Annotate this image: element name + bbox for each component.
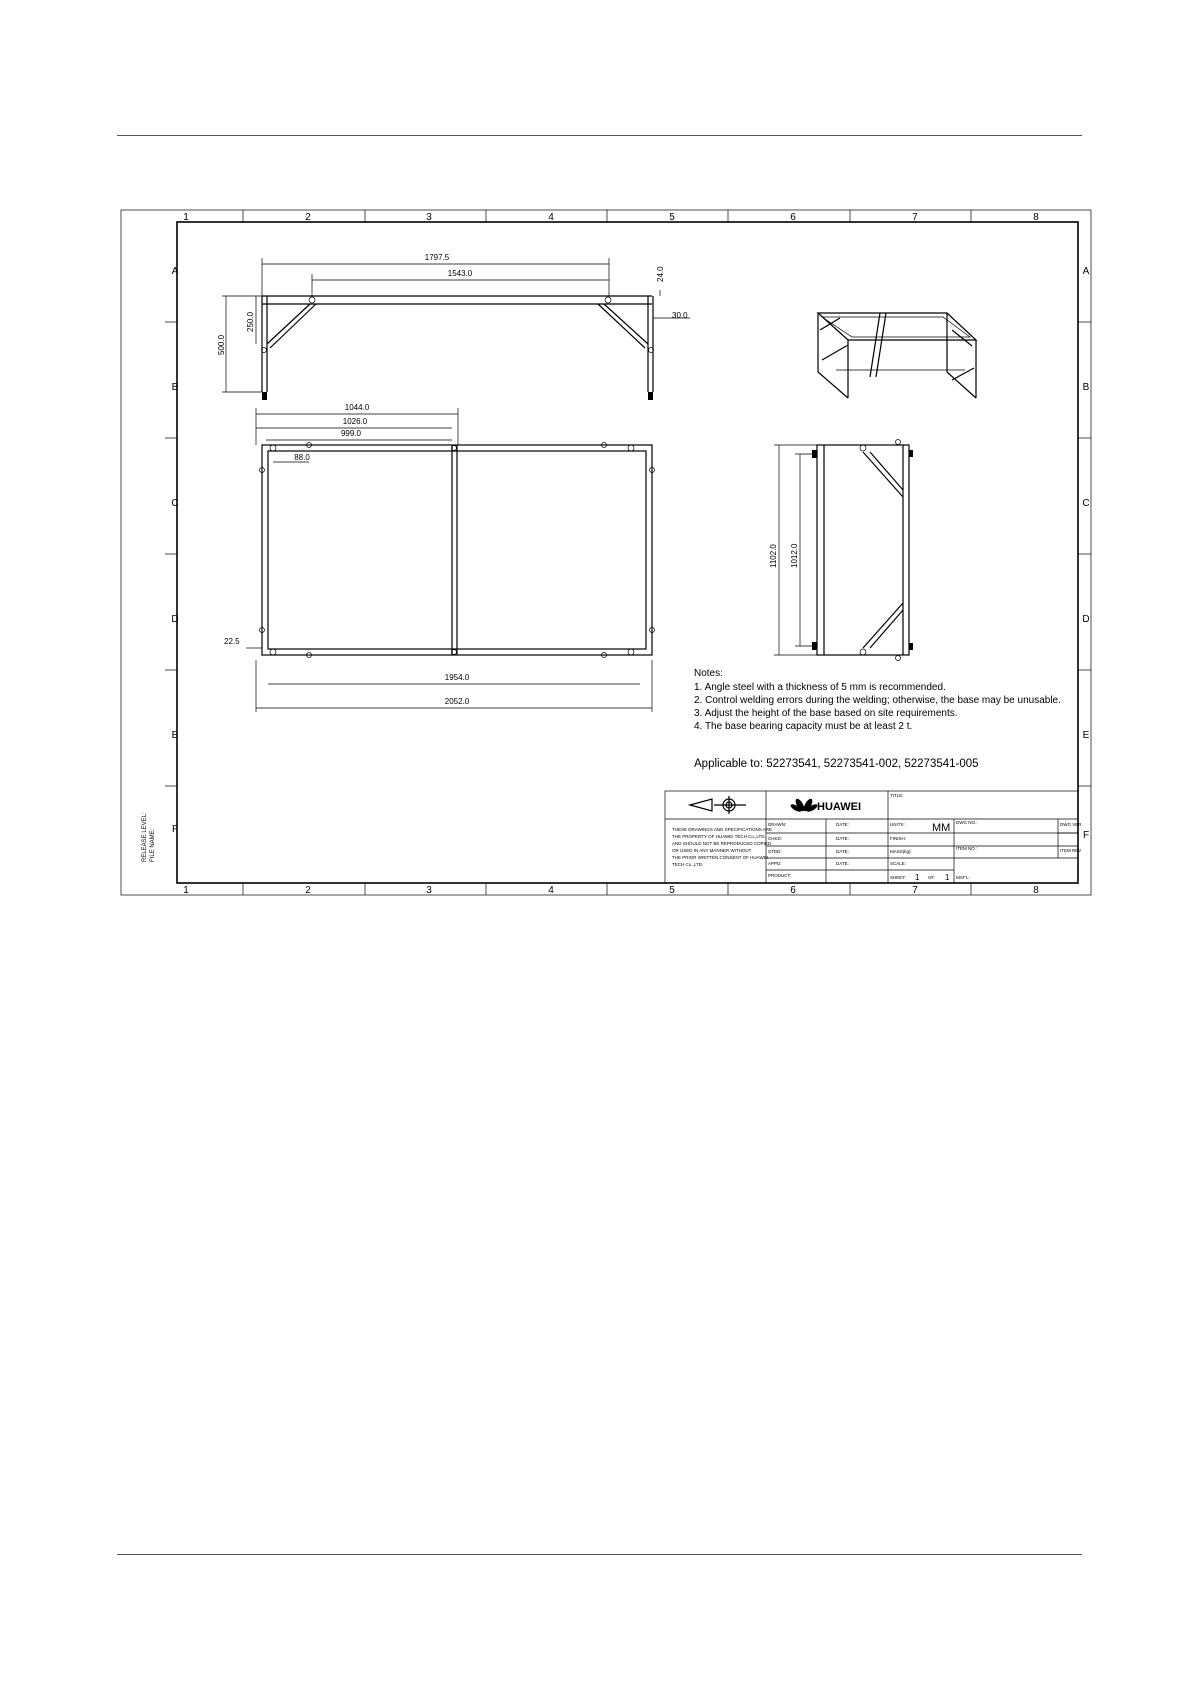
property-line-1: THESE DRAWINGS AND SPECIFICATIONS ARE bbox=[672, 827, 773, 832]
plan-view-dims bbox=[224, 403, 470, 706]
property-line-5: THE PRIOR WRITTEN CONSENT OF HUAWEI bbox=[672, 855, 769, 860]
zone-col-5-top: 5 bbox=[669, 212, 675, 223]
title-label: TITLE: bbox=[890, 793, 904, 798]
dwg-ver-label: DWG VER bbox=[1060, 822, 1082, 827]
zone-row-a-right: A bbox=[1082, 266, 1090, 277]
dim-250: 250.0 bbox=[246, 311, 255, 332]
inner-frame bbox=[177, 222, 1078, 883]
zone-col-8-bottom: 8 bbox=[1033, 885, 1039, 896]
stdd-label: STDD: bbox=[768, 849, 782, 854]
dim-500: 500.0 bbox=[217, 334, 226, 355]
zone-row-f-right: F bbox=[1082, 830, 1090, 841]
units-label: UNITS: bbox=[890, 822, 905, 827]
zone-row-c-left: C bbox=[171, 498, 179, 509]
dim-1012: 1012.0 bbox=[790, 543, 799, 568]
dwg-no-label: DWG NO.: bbox=[956, 820, 978, 825]
zone-col-2-bottom: 2 bbox=[305, 885, 311, 896]
drawn-label: DRAWN: bbox=[768, 822, 787, 827]
dim-88: 88.0 bbox=[294, 453, 310, 462]
huawei-wordmark: HUAWEI bbox=[817, 801, 861, 813]
zone-labels bbox=[171, 212, 1089, 896]
zone-row-c-right: C bbox=[1082, 498, 1090, 509]
zone-col-4-top: 4 bbox=[548, 212, 554, 223]
date-label-1: DATE: bbox=[836, 822, 849, 827]
zone-row-b-left: B bbox=[171, 382, 179, 393]
finish-label: FINISH: bbox=[890, 836, 907, 841]
notes-block bbox=[694, 668, 1061, 770]
mass-label: MASS(kg): bbox=[890, 849, 912, 854]
appd-label: APPD: bbox=[768, 861, 782, 866]
dim-24: 24.0 bbox=[656, 266, 665, 282]
zone-row-a-left: A bbox=[171, 266, 179, 277]
zone-row-d-left: D bbox=[171, 614, 179, 625]
zone-col-1-top: 1 bbox=[183, 212, 189, 223]
product-label: PRODUCT: bbox=[768, 873, 792, 878]
zone-row-d-right: D bbox=[1082, 614, 1090, 625]
date-label-2: DATE: bbox=[836, 836, 849, 841]
zone-col-4-bottom: 4 bbox=[548, 885, 554, 896]
dim-1797-5: 1797.5 bbox=[424, 253, 450, 262]
property-line-2: THE PROPERTY OF HUAWEI TECH Co.,LTD. bbox=[672, 834, 766, 839]
release-level-label: RELEASE LEVEL: bbox=[142, 812, 148, 862]
units-value: MM bbox=[932, 822, 951, 834]
note-1: 1. Angle steel with a thickness of 5 mm is recommended. bbox=[694, 682, 946, 693]
zone-row-f-left: F bbox=[171, 824, 179, 835]
zone-col-3-bottom: 3 bbox=[426, 885, 432, 896]
dim-2052: 2052.0 bbox=[444, 697, 470, 706]
item-rev-label: ITEM REV bbox=[1060, 848, 1082, 853]
zone-col-6-top: 6 bbox=[790, 212, 796, 223]
zone-col-7-bottom: 7 bbox=[912, 885, 918, 896]
date-label-4: DATE: bbox=[836, 861, 849, 866]
property-line-6: TECH Co.,LTD. bbox=[672, 862, 704, 867]
note-4: 4. The base bearing capacity must be at least 2 t. bbox=[694, 721, 913, 732]
chkd-label: CHKD: bbox=[768, 836, 783, 841]
zone-row-e-right: E bbox=[1082, 730, 1090, 741]
zone-col-7-top: 7 bbox=[912, 212, 918, 223]
dim-1102: 1102.0 bbox=[769, 544, 778, 568]
note-3: 3. Adjust the height of the base based on site requirements. bbox=[694, 708, 958, 719]
zone-col-6-bottom: 6 bbox=[790, 885, 796, 896]
huawei-logo-icon bbox=[790, 797, 819, 813]
zone-col-2-top: 2 bbox=[305, 212, 311, 223]
sheet-of: OF bbox=[928, 875, 935, 880]
dim-999: 999.0 bbox=[340, 429, 362, 438]
applicable-to: Applicable to: 52273541, 52273541-002, 52273541-005 bbox=[694, 758, 979, 770]
front-elevation-view bbox=[222, 258, 690, 400]
file-name-label: FILE NAME: bbox=[150, 828, 156, 862]
zone-ticks bbox=[165, 210, 1091, 895]
material-label: MAT'L: bbox=[956, 875, 970, 880]
dim-1954: 1954.0 bbox=[444, 673, 470, 682]
scale-label: SCALE: bbox=[890, 861, 907, 866]
sheet-label: SHEET: bbox=[890, 875, 906, 880]
item-no-label: ITEM NO.: bbox=[956, 846, 978, 851]
projection-symbol-icon bbox=[690, 796, 746, 814]
date-label-3: DATE: bbox=[836, 849, 849, 854]
dim-22-5: 22.5 bbox=[224, 637, 240, 646]
note-2: 2. Control welding errors during the welding; otherwise, the base may be unusable. bbox=[694, 695, 1061, 706]
zone-col-1-bottom: 1 bbox=[183, 885, 189, 896]
notes-heading: Notes: bbox=[694, 668, 723, 679]
dim-1543: 1543.0 bbox=[447, 269, 473, 278]
zone-row-e-left: E bbox=[171, 730, 179, 741]
sheet-number: 1 bbox=[915, 873, 920, 882]
dim-1026: 1026.0 bbox=[342, 417, 368, 426]
property-line-4: OR USED IN ANY MANNER WITHOUT bbox=[672, 848, 752, 853]
zone-row-b-right: B bbox=[1082, 382, 1090, 393]
isometric-view bbox=[818, 313, 976, 398]
side-view-dims bbox=[769, 543, 799, 568]
sheet-total: 1 bbox=[945, 873, 950, 882]
zone-col-5-bottom: 5 bbox=[669, 885, 675, 896]
dim-1044: 1044.0 bbox=[344, 403, 370, 412]
zone-col-3-top: 3 bbox=[426, 212, 432, 223]
dim-30: 30.0 bbox=[672, 311, 688, 320]
release-labels bbox=[142, 812, 156, 862]
title-block-fields bbox=[672, 820, 1082, 882]
property-line-3: AND SHOULD NOT BE REPRODUCED COPIED bbox=[672, 841, 772, 846]
zone-col-8-top: 8 bbox=[1033, 212, 1039, 223]
